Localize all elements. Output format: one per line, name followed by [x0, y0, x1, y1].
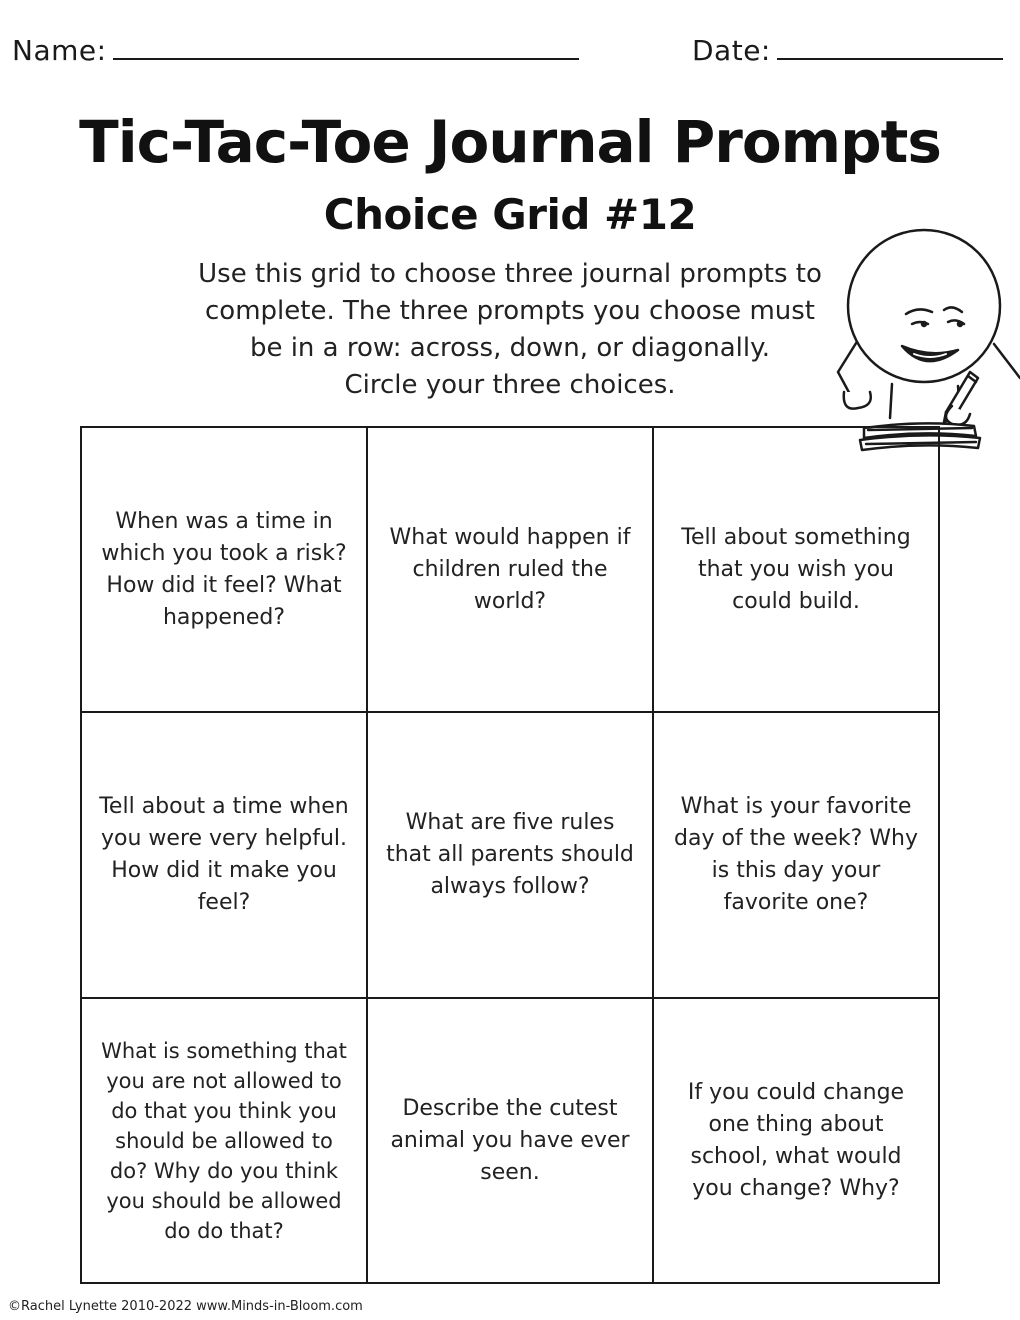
grid-cell[interactable]: If you could change one thing about school, what would you change? Why? [687, 1079, 905, 1201]
copyright-footer: ©Rachel Lynette 2010-2022 www.Minds-in-Bloom.com [8, 1299, 363, 1314]
date-field[interactable] [692, 34, 1003, 67]
name-field[interactable] [12, 34, 579, 67]
instructions [160, 256, 860, 404]
name-label: Name: [12, 34, 107, 67]
grid-cell[interactable]: Tell about a time when you were very helpful. How did it make you feel? [82, 713, 368, 999]
date-blank-line[interactable] [777, 38, 1003, 60]
instructions-line: Circle your three choices. [344, 370, 676, 400]
instructions-line: complete. The three prompts you choose must [205, 296, 815, 326]
page-title: Tic-Tac-Toe Journal Prompts [79, 108, 941, 176]
grid-cell[interactable]: When was a time in which you took a risk? How did it feel? What happened? [82, 428, 368, 713]
grid-cell[interactable]: What is your favorite day of the week? Why is this day your favorite one? [654, 713, 938, 999]
grid-cell[interactable]: What would happen if children ruled the world? [368, 428, 654, 713]
grid-cell[interactable]: What are five rules that all parents should always follow? [368, 713, 654, 999]
instructions-line: Use this grid to choose three journal prompts to [198, 259, 822, 289]
writing-character-icon [834, 222, 1020, 458]
instructions-line: be in a row: across, down, or diagonally. [249, 333, 771, 363]
grid-cell[interactable]: What is something that you are not allowed to do that you think you should be allowed to do? Why do you think you should be allowed do do that? [82, 999, 368, 1282]
grid-cell[interactable]: Describe the cutest animal you have ever seen. [368, 999, 654, 1282]
name-blank-line[interactable] [113, 38, 579, 60]
choice-grid [80, 426, 940, 1284]
page-subtitle: Choice Grid #12 [323, 190, 697, 239]
grid-cell[interactable]: Tell about something that you wish you could build. [654, 428, 938, 713]
date-label: Date: [692, 34, 771, 67]
